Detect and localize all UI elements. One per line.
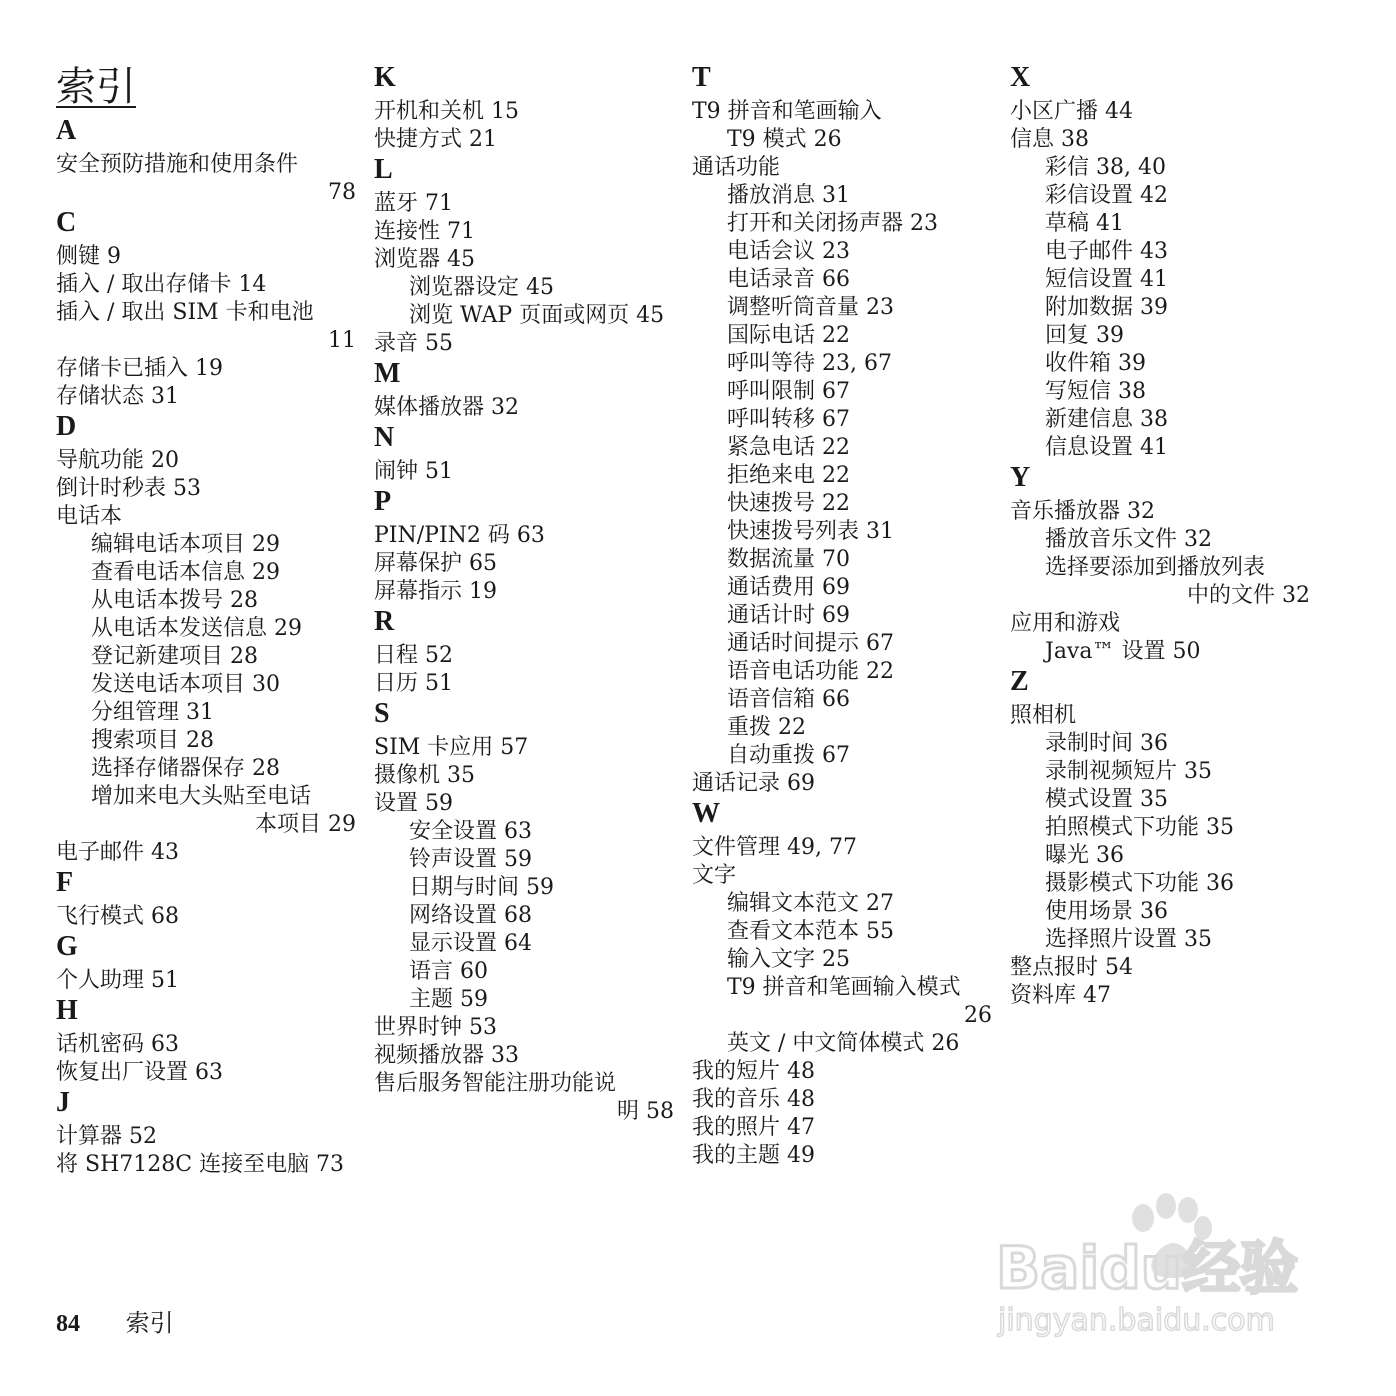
index-entry: 我的音乐 48 bbox=[692, 1087, 815, 1112]
index-entry: 通话功能 bbox=[692, 155, 781, 180]
index-entry: 倒计时秒表 53 bbox=[56, 476, 201, 501]
index-entry: 开机和关机 15 bbox=[374, 99, 519, 124]
section-letter: D bbox=[56, 411, 77, 442]
index-subentry: 发送电话本项目 30 bbox=[91, 672, 280, 697]
index-subentry: 编辑电话本项目 29 bbox=[91, 532, 280, 557]
page-footer bbox=[56, 1303, 174, 1338]
index-entry: 日程 52 bbox=[374, 643, 453, 668]
index-entry: 通话记录 69 bbox=[692, 771, 815, 796]
index-entry: 11 bbox=[328, 328, 356, 353]
index-entry: 78 bbox=[328, 180, 356, 205]
index-subentry: 语言 60 bbox=[409, 959, 488, 984]
index-entry: 将 SH7128C 连接至电脑 73 bbox=[56, 1152, 345, 1177]
index-subentry: 选择照片设置 35 bbox=[1045, 927, 1212, 952]
index-entry: 屏幕指示 19 bbox=[374, 579, 497, 604]
index-entry: SIM 卡应用 57 bbox=[374, 735, 529, 760]
index-subentry: 紧急电话 22 bbox=[727, 435, 850, 460]
section-letter: Z bbox=[1010, 666, 1029, 697]
index-entry: 电子邮件 43 bbox=[56, 840, 179, 865]
index-entry: 屏幕保护 65 bbox=[374, 551, 497, 576]
index-subentry: 主题 59 bbox=[409, 987, 488, 1012]
index-entry: 计算器 52 bbox=[56, 1124, 157, 1149]
index-subentry: 分组管理 31 bbox=[91, 700, 214, 725]
index-subentry: 查看电话本信息 29 bbox=[91, 560, 280, 585]
index-subentry: 打开和关闭扬声器 23 bbox=[727, 211, 938, 236]
section-letter: Y bbox=[1010, 462, 1031, 493]
index-subentry: 快速拨号 22 bbox=[727, 491, 850, 516]
index-subentry: T9 模式 26 bbox=[727, 127, 842, 152]
index-subentry: 网络设置 68 bbox=[409, 903, 532, 928]
index-entry: 我的短片 48 bbox=[692, 1059, 815, 1084]
index-subentry: 通话计时 69 bbox=[727, 603, 850, 628]
index-subentry: 重拨 22 bbox=[727, 715, 806, 740]
index-subentry: 查看文本范本 55 bbox=[727, 919, 894, 944]
watermark-brand: Baidu经验 bbox=[996, 1234, 1299, 1302]
column-body bbox=[56, 115, 356, 1179]
index-subentry: 英文 / 中文简体模式 26 bbox=[727, 1031, 960, 1056]
index-entry: 录音 55 bbox=[374, 331, 453, 356]
footer-label: 索引 bbox=[125, 1309, 174, 1337]
section-letter: G bbox=[56, 931, 78, 962]
section-letter: L bbox=[374, 154, 393, 185]
index-entry: 照相机 bbox=[1010, 703, 1077, 728]
section-letter: A bbox=[56, 115, 77, 146]
index-entry: 设置 59 bbox=[374, 791, 453, 816]
index-entry: 浏览器 45 bbox=[374, 247, 475, 272]
section-letter: F bbox=[56, 867, 74, 898]
index-subentry: 选择存储器保存 28 bbox=[91, 756, 280, 781]
index-column-2 bbox=[374, 62, 674, 1126]
index-entry: 日历 51 bbox=[374, 671, 453, 696]
index-subentry: 电话录音 66 bbox=[727, 267, 850, 292]
column-body bbox=[692, 62, 992, 1170]
index-subentry: 彩信 38, 40 bbox=[1045, 155, 1166, 180]
index-entry: 存储状态 31 bbox=[56, 384, 179, 409]
paw-logo-icon bbox=[988, 1188, 1318, 1338]
index-subentry: 本项目 29 bbox=[255, 812, 356, 837]
section-letter: P bbox=[374, 486, 392, 517]
index-subentry: 铃声设置 59 bbox=[409, 847, 532, 872]
index-column-4 bbox=[1010, 62, 1310, 1010]
index-entry: 恢复出厂设置 63 bbox=[56, 1060, 223, 1085]
index-subentry: 写短信 38 bbox=[1045, 379, 1146, 404]
index-subentry: 浏览 WAP 页面或网页 45 bbox=[409, 303, 665, 328]
index-subentry: Java™ 设置 50 bbox=[1045, 639, 1201, 664]
index-subentry: 选择要添加到播放列表 bbox=[1045, 555, 1266, 580]
index-subentry: 从电话本拨号 28 bbox=[91, 588, 258, 613]
index-subentry: 电话会议 23 bbox=[727, 239, 850, 264]
column-body bbox=[374, 62, 674, 1126]
index-entry: 我的主题 49 bbox=[692, 1143, 815, 1168]
index-subentry: 回复 39 bbox=[1045, 323, 1124, 348]
index-entry: 侧键 9 bbox=[56, 244, 121, 269]
section-letter: K bbox=[374, 62, 396, 93]
index-subentry: T9 拼音和笔画输入模式 bbox=[727, 975, 961, 1000]
index-entry: 存储卡已插入 19 bbox=[56, 356, 223, 381]
index-subentry: 播放消息 31 bbox=[727, 183, 850, 208]
index-subentry: 通话时间提示 67 bbox=[727, 631, 894, 656]
index-subentry: 电子邮件 43 bbox=[1045, 239, 1168, 264]
index-subentry: 摄影模式下功能 36 bbox=[1045, 871, 1234, 896]
index-entry: 售后服务智能注册功能说 bbox=[374, 1071, 617, 1096]
index-entry: 视频播放器 33 bbox=[374, 1043, 519, 1068]
index-entry: 电话本 bbox=[56, 504, 123, 529]
section-letter: J bbox=[56, 1087, 70, 1118]
index-subentry: 录制时间 36 bbox=[1045, 731, 1168, 756]
index-subentry: 浏览器设定 45 bbox=[409, 275, 554, 300]
index-subentry: 中的文件 32 bbox=[1187, 583, 1310, 608]
index-entry: 小区广播 44 bbox=[1010, 99, 1133, 124]
index-entry: 媒体播放器 32 bbox=[374, 395, 519, 420]
index-subentry: 增加来电大头贴至电话 bbox=[91, 784, 312, 809]
index-subentry: 编辑文本范文 27 bbox=[727, 891, 894, 916]
index-subentry: 附加数据 39 bbox=[1045, 295, 1168, 320]
index-subentry: 日期与时间 59 bbox=[409, 875, 554, 900]
index-subentry: 显示设置 64 bbox=[409, 931, 532, 956]
index-subentry: 输入文字 25 bbox=[727, 947, 850, 972]
index-entry: 个人助理 51 bbox=[56, 968, 179, 993]
index-entry: 飞行模式 68 bbox=[56, 904, 179, 929]
index-subentry: 安全设置 63 bbox=[409, 819, 532, 844]
index-subentry: 快速拨号列表 31 bbox=[727, 519, 894, 544]
index-entry: 插入 / 取出 SIM 卡和电池 bbox=[56, 300, 314, 325]
index-subentry: 数据流量 70 bbox=[727, 547, 850, 572]
watermark-url: jingyan.baidu.com bbox=[998, 1303, 1275, 1338]
section-letter: R bbox=[374, 606, 395, 637]
index-entry: 应用和游戏 bbox=[1010, 611, 1121, 636]
index-subentry: 登记新建项目 28 bbox=[91, 644, 258, 669]
index-entry: 导航功能 20 bbox=[56, 448, 179, 473]
index-entry: 明 58 bbox=[617, 1099, 674, 1124]
index-subentry: 曝光 36 bbox=[1045, 843, 1124, 868]
index-subentry: 信息设置 41 bbox=[1045, 435, 1168, 460]
index-subentry: 拍照模式下功能 35 bbox=[1045, 815, 1234, 840]
section-letter: M bbox=[374, 358, 401, 389]
index-entry: 安全预防措施和使用条件 bbox=[56, 152, 299, 177]
index-entry: 话机密码 63 bbox=[56, 1032, 179, 1057]
section-letter: W bbox=[692, 798, 720, 829]
section-letter: C bbox=[56, 207, 77, 238]
index-entry: PIN/PIN2 码 63 bbox=[374, 523, 545, 548]
index-column-3 bbox=[692, 62, 992, 1170]
index-entry: 资料库 47 bbox=[1010, 983, 1111, 1008]
index-subentry: 收件箱 39 bbox=[1045, 351, 1146, 376]
index-subentry: 模式设置 35 bbox=[1045, 787, 1168, 812]
index-subentry: 拒绝来电 22 bbox=[727, 463, 850, 488]
index-subentry: 自动重拨 67 bbox=[727, 743, 850, 768]
index-subentry: 调整听筒音量 23 bbox=[727, 295, 894, 320]
index-subentry: 使用场景 36 bbox=[1045, 899, 1168, 924]
index-subentry: 录制视频短片 35 bbox=[1045, 759, 1212, 784]
index-subentry: 26 bbox=[964, 1003, 992, 1028]
index-subentry: 短信设置 41 bbox=[1045, 267, 1168, 292]
section-letter: S bbox=[374, 698, 390, 729]
index-subentry: 彩信设置 42 bbox=[1045, 183, 1168, 208]
index-entry: 我的照片 47 bbox=[692, 1115, 815, 1140]
section-letter: T bbox=[692, 62, 711, 93]
index-subentry: 新建信息 38 bbox=[1045, 407, 1168, 432]
section-letter: H bbox=[56, 995, 78, 1026]
index-subentry: 从电话本发送信息 29 bbox=[91, 616, 302, 641]
index-subentry: 呼叫等待 23, 67 bbox=[727, 351, 892, 376]
index-entry: 文字 bbox=[692, 863, 737, 888]
index-entry: 连接性 71 bbox=[374, 219, 475, 244]
index-entry: 快捷方式 21 bbox=[374, 127, 497, 152]
index-entry: 插入 / 取出存储卡 14 bbox=[56, 272, 267, 297]
index-column-1 bbox=[56, 62, 356, 1179]
index-subentry: 搜索项目 28 bbox=[91, 728, 214, 753]
index-subentry: 通话费用 69 bbox=[727, 575, 850, 600]
page-title: 索引 bbox=[56, 64, 136, 110]
index-entry: 信息 38 bbox=[1010, 127, 1089, 152]
index-subentry: 播放音乐文件 32 bbox=[1045, 527, 1212, 552]
index-entry: 世界时钟 53 bbox=[374, 1015, 497, 1040]
section-letter: X bbox=[1010, 62, 1031, 93]
index-entry: 音乐播放器 32 bbox=[1010, 499, 1155, 524]
index-subentry: 语音信箱 66 bbox=[727, 687, 850, 712]
index-entry: 整点报时 54 bbox=[1010, 955, 1133, 980]
index-subentry: 国际电话 22 bbox=[727, 323, 850, 348]
index-subentry: 呼叫限制 67 bbox=[727, 379, 850, 404]
page-number: 84 bbox=[56, 1311, 80, 1337]
column-body bbox=[1010, 62, 1310, 1010]
baidu-jingyan-watermark bbox=[988, 1188, 1318, 1338]
index-entry: 摄像机 35 bbox=[374, 763, 475, 788]
index-entry: 闹钟 51 bbox=[374, 459, 453, 484]
index-subentry: 草稿 41 bbox=[1045, 211, 1124, 236]
index-entry: 蓝牙 71 bbox=[374, 191, 453, 216]
section-letter: N bbox=[374, 422, 395, 453]
index-subentry: 语音电话功能 22 bbox=[727, 659, 894, 684]
index-entry: T9 拼音和笔画输入 bbox=[692, 99, 882, 124]
index-subentry: 呼叫转移 67 bbox=[727, 407, 850, 432]
index-entry: 文件管理 49, 77 bbox=[692, 835, 857, 860]
